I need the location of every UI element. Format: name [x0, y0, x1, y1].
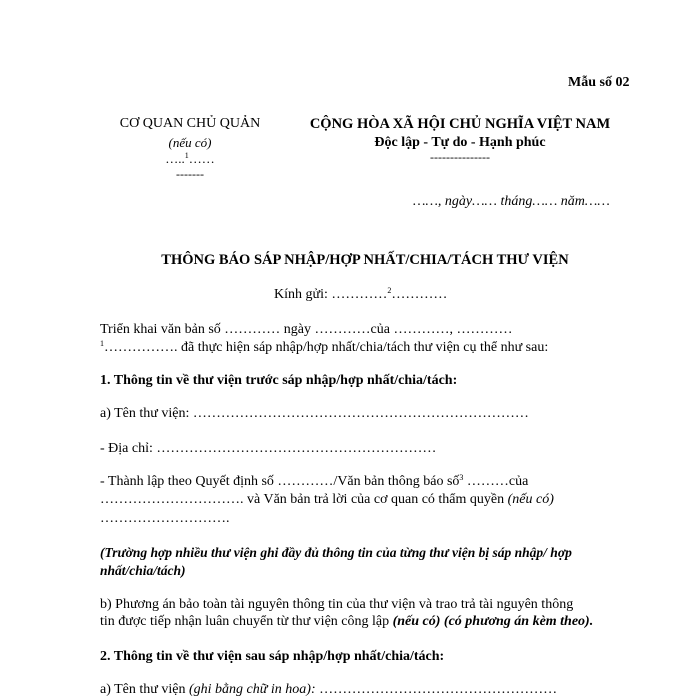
section2-heading: 2. Thông tin về thư viện sau sáp nhập/hợp nhất/chia/tách: — [100, 649, 445, 664]
multi-library-note-2: nhất/chia/tách) — [100, 563, 186, 578]
decision-line-3: ………………………. — [100, 511, 230, 526]
new-library-name-line: a) Tên thư viện (ghi bằng chữ in hoa): …………………………………………… — [100, 682, 558, 697]
intro-line-1: Triển khai văn bản số ………… ngày …………của …………, ………… — [100, 322, 513, 337]
agency-rule: ------- — [176, 167, 204, 181]
section1-heading: 1. Thông tin về thư viện trước sáp nhập/hợp nhất/chia/tách: — [100, 373, 458, 388]
decision-line-1: - Thành lập theo Quyết định số …………/Văn bản thông báo số$^3$ ………của — [100, 473, 529, 489]
form-number: Mẫu số 02 — [568, 75, 630, 90]
agency-name-placeholder: …..$^1$…… — [165, 151, 215, 166]
agency-note: (nếu có) — [168, 135, 212, 150]
plan-line-1: b) Phương án bảo toàn tài nguyên thông tin của thư viện và trao trả tài nguyên thông — [100, 597, 574, 612]
nation-title: CỘNG HÒA XÃ HỘI CHỦ NGHĨA VIỆT NAM — [309, 116, 611, 132]
intro-line-2: $^1$……………. đã thực hiện sáp nhập/hợp nhất/chia/tách thư viện cụ thể như sau: — [100, 339, 549, 355]
decision-line-2: …………………………. và Văn bản trả lời của cơ quan có thẩm quyền (nếu có) — [100, 492, 554, 507]
nation-motto: Độc lập - Tự do - Hạnh phúc — [374, 135, 546, 150]
salutation: Kính gửi: …………$^2$………… — [274, 286, 448, 302]
library-name-line: a) Tên thư viện: ……………………………………………………………… — [100, 406, 529, 421]
nation-rule: --------------- — [430, 150, 490, 164]
plan-line-2: tin được tiếp nhận luân chuyển từ thư viện công lập (nếu có) (có phương án kèm theo). — [100, 614, 594, 629]
multi-library-note-1: (Trường hợp nhiều thư viện ghi đầy đủ thông tin của từng thư viện bị sáp nhập/ hợp — [100, 545, 572, 560]
address-line: - Địa chỉ: …………………………………………………… — [100, 441, 437, 456]
date-line: ……, ngày…… tháng…… năm…… — [413, 194, 610, 209]
doc-title: THÔNG BÁO SÁP NHẬP/HỢP NHẤT/CHIA/TÁCH THƯ VIỆN — [161, 252, 569, 268]
agency-title: CƠ QUAN CHỦ QUẢN — [119, 116, 261, 131]
footnote-ref: 1 — [184, 151, 189, 160]
